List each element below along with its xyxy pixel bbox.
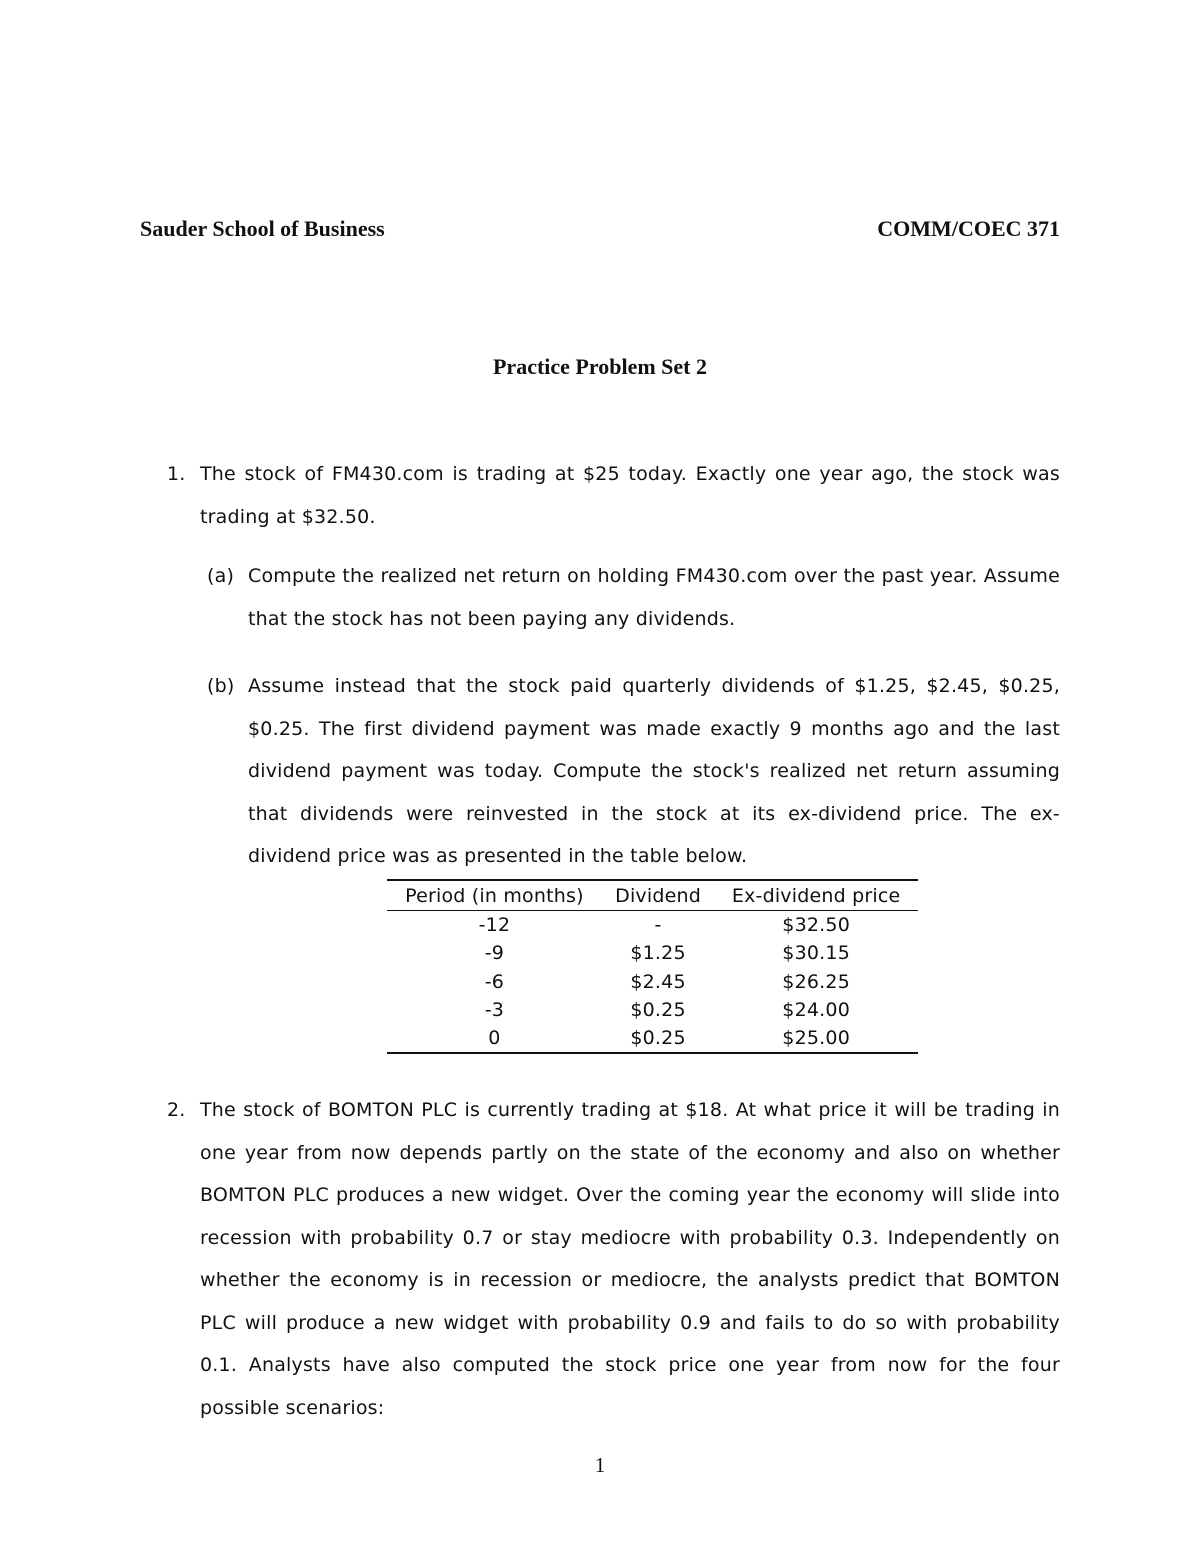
- problem-number: 2.: [167, 1099, 186, 1121]
- problem-text: The stock of FM430.com is trading at $25 today. Exactly one year ago, the stock was trading at $32.50.: [200, 463, 1060, 528]
- column-header: Ex-dividend price: [714, 880, 918, 911]
- column-header: Period (in months): [387, 880, 602, 911]
- table-cell: $24.00: [782, 999, 850, 1022]
- problem-text: The stock of BOMTON PLC is currently trading at $18. At what price it will be trading in one year from now depends partly on the state of the economy and also on whether BOMTON PLC produces a new widget. Over the coming year the economy will slide into recession with probability 0.7 or stay mediocre with probability 0.3. Independently on whether the economy is in recession or mediocre, the analysts predict that BOMTON PLC will produce a new widget with probability 0.9 and fails to do so with probability 0.1. Analysts have also computed the stock price one year from now for the four possible scenarios:: [200, 1099, 1060, 1419]
- course-code: COMM/COEC 371: [877, 216, 1060, 241]
- problem-1-part-a: [207, 555, 1060, 640]
- problem-number: 1.: [167, 463, 186, 485]
- school-name: Sauder School of Business: [140, 216, 385, 241]
- page-number: 1: [594, 1453, 606, 1477]
- part-text: Compute the realized net return on holding FM430.com over the past year. Assume that the stock has not been paying any dividends.: [248, 565, 1060, 630]
- table-cell: $26.25: [782, 970, 850, 993]
- table-row: [387, 939, 918, 967]
- part-text: Assume instead that the stock paid quarterly dividends of $1.25, $2.45, $0.25, $0.25. The first dividend payment was made exactly 9 months ago and the last dividend payment was today. Compute the stock's realized net return assuming that dividends were reinvested in the stock at its ex-dividend price. The ex-dividend price was as presented in the table below.: [248, 675, 1060, 867]
- table-cell: $1.25: [630, 942, 686, 965]
- part-label: (a): [207, 565, 235, 587]
- table-row: [387, 1024, 918, 1053]
- table-cell: $25.00: [714, 1024, 918, 1053]
- page-header: [140, 216, 1060, 242]
- problem-2: [167, 1089, 1060, 1429]
- table-cell: -: [654, 914, 662, 937]
- table-cell: $2.45: [630, 970, 686, 993]
- document-title: Practice Problem Set 2: [492, 354, 707, 379]
- table-cell: -3: [484, 999, 505, 1022]
- dividend-table: [387, 879, 918, 1054]
- table-header-row: [387, 880, 918, 911]
- table-cell: -9: [484, 942, 505, 965]
- column-header: Dividend: [602, 880, 714, 911]
- table-cell: -6: [484, 970, 505, 993]
- table-row: [387, 968, 918, 996]
- table-cell: $0.25: [630, 999, 686, 1022]
- table-cell: $30.15: [782, 942, 850, 965]
- problem-1: [167, 453, 1060, 538]
- table-cell: $0.25: [602, 1024, 714, 1053]
- table-row: [387, 996, 918, 1024]
- table-row: [387, 911, 918, 940]
- table-cell: $32.50: [782, 914, 850, 937]
- table-cell: -12: [478, 914, 511, 937]
- part-label: (b): [207, 675, 235, 697]
- problem-1-part-b: [207, 665, 1060, 878]
- table-cell: 0: [387, 1024, 602, 1053]
